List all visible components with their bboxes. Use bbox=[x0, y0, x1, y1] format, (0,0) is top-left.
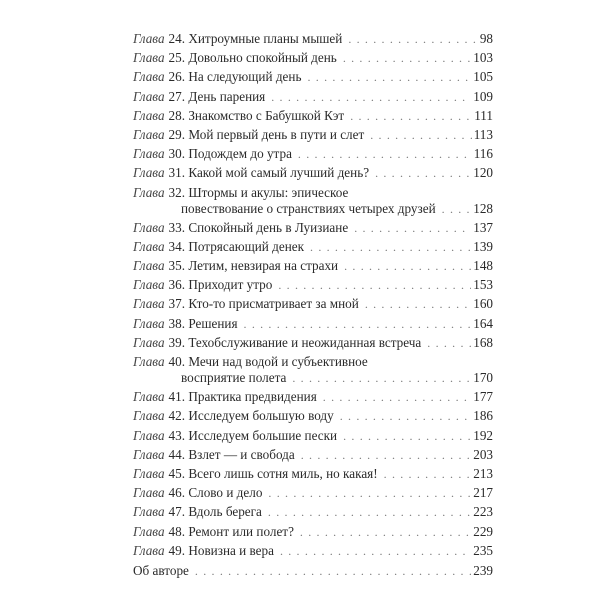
chapter-label: Глава bbox=[133, 334, 165, 350]
dot-leader bbox=[271, 89, 471, 105]
page-number: 239 bbox=[473, 562, 493, 578]
chapter-label: Глава bbox=[133, 354, 165, 369]
dot-leader bbox=[340, 408, 472, 424]
chapter-number: 27. bbox=[168, 88, 186, 104]
toc-entry[interactable] bbox=[133, 185, 493, 217]
chapter-number: 42. bbox=[168, 408, 186, 424]
chapter-title-continuation: восприятие полета bbox=[181, 370, 287, 385]
toc-entry-line bbox=[133, 69, 493, 85]
dot-leader bbox=[343, 428, 471, 444]
chapter-title: Исследуем большие пески bbox=[188, 427, 338, 443]
page-number: 98 bbox=[479, 31, 493, 46]
toc-entry-line bbox=[133, 447, 493, 463]
toc-entry-line bbox=[133, 31, 493, 47]
chapter-title: Кто-то присматривает за мной bbox=[188, 296, 359, 312]
chapter-number: 33. bbox=[168, 219, 186, 235]
chapter-title: Какой мой самый лучший день? bbox=[188, 165, 370, 181]
chapter-label: Глава bbox=[133, 184, 165, 200]
toc-entry[interactable] bbox=[133, 31, 493, 47]
chapter-number: 30. bbox=[168, 146, 186, 162]
toc-entry-line bbox=[133, 146, 493, 162]
dot-leader bbox=[280, 543, 471, 559]
chapter-label: Глава bbox=[133, 219, 165, 235]
chapter-title: На следующий день bbox=[188, 69, 302, 85]
page-number: 105 bbox=[473, 69, 493, 85]
table-of-contents bbox=[133, 31, 493, 582]
dot-leader bbox=[301, 447, 471, 463]
toc-entry-line bbox=[133, 563, 493, 579]
chapter-title: Новизна и вера bbox=[188, 542, 274, 558]
toc-entry[interactable] bbox=[133, 127, 493, 143]
chapter-title: Мой первый день в пути и слет bbox=[188, 126, 365, 142]
chapter-label: Глава bbox=[133, 504, 165, 520]
page-number: 111 bbox=[474, 107, 493, 123]
chapter-label: Глава bbox=[133, 523, 165, 539]
toc-entry[interactable] bbox=[133, 543, 493, 559]
toc-entry-line bbox=[133, 50, 493, 66]
toc-entry[interactable] bbox=[133, 296, 493, 312]
chapter-number: 43. bbox=[168, 427, 186, 443]
chapter-label: Глава bbox=[133, 465, 165, 481]
toc-entry[interactable] bbox=[133, 408, 493, 424]
toc-entry-line bbox=[133, 220, 493, 236]
dot-leader bbox=[370, 127, 471, 143]
dot-leader bbox=[244, 316, 472, 332]
chapter-title: Знакомство с Бабушкой Кэт bbox=[188, 107, 345, 123]
toc-entry[interactable] bbox=[133, 239, 493, 255]
toc-entry-line bbox=[133, 239, 493, 255]
toc-entry-line bbox=[133, 408, 493, 424]
toc-entry-line bbox=[133, 428, 493, 444]
about-author-title: Об авторе bbox=[133, 562, 189, 578]
chapter-title: Исследуем большую воду bbox=[188, 408, 334, 424]
chapter-number: 38. bbox=[168, 315, 186, 331]
chapter-title: Штормы и акулы: эпическое bbox=[188, 184, 349, 200]
dot-leader bbox=[427, 335, 471, 351]
toc-entry-line bbox=[133, 277, 493, 293]
page-number: 170 bbox=[473, 370, 493, 385]
toc-entry-line bbox=[133, 127, 493, 143]
page-number: 148 bbox=[473, 258, 493, 274]
chapter-label: Глава bbox=[133, 107, 165, 123]
toc-entry[interactable] bbox=[133, 354, 493, 386]
dot-leader bbox=[384, 466, 472, 482]
page-number: 116 bbox=[473, 146, 493, 162]
toc-entry-about-author[interactable] bbox=[133, 563, 493, 579]
chapter-title: Спокойный день в Луизиане bbox=[188, 219, 349, 235]
page-number: 137 bbox=[473, 219, 493, 235]
chapter-title: Приходит утро bbox=[188, 277, 273, 293]
chapter-label: Глава bbox=[133, 446, 165, 462]
chapter-label: Глава bbox=[133, 296, 165, 312]
chapter-label: Глава bbox=[133, 427, 165, 443]
chapter-title-continuation: повествование о странствиях четырех друзей bbox=[181, 200, 436, 216]
dot-leader bbox=[365, 296, 471, 312]
chapter-number: 26. bbox=[168, 69, 186, 85]
chapter-title: Мечи над водой и субъективное bbox=[188, 354, 368, 369]
dot-leader bbox=[310, 239, 471, 255]
page-number: 160 bbox=[473, 296, 493, 312]
dot-leader bbox=[268, 504, 471, 520]
chapter-number: 29. bbox=[168, 126, 186, 142]
page-number: 235 bbox=[473, 542, 493, 558]
toc-entry-line bbox=[133, 504, 493, 520]
chapter-title: Ремонт или полет? bbox=[188, 523, 294, 539]
toc-entry-line bbox=[133, 485, 493, 501]
toc-entry-continuation bbox=[133, 370, 493, 386]
toc-entry[interactable] bbox=[133, 89, 493, 105]
dot-leader bbox=[344, 258, 471, 274]
toc-entry[interactable] bbox=[133, 277, 493, 293]
chapter-label: Глава bbox=[133, 69, 165, 85]
toc-entry-first-line bbox=[133, 185, 493, 201]
toc-entry[interactable] bbox=[133, 428, 493, 444]
dot-leader bbox=[268, 485, 471, 501]
chapter-title: Взлет — и свобода bbox=[188, 446, 295, 462]
toc-entry-continuation bbox=[133, 201, 493, 217]
page-number: 164 bbox=[473, 315, 493, 331]
chapter-number: 32. bbox=[168, 184, 186, 200]
chapter-number: 39. bbox=[168, 334, 186, 350]
dot-leader bbox=[278, 277, 471, 293]
toc-entry-line bbox=[133, 89, 493, 105]
toc-entry-line bbox=[133, 543, 493, 559]
chapter-label: Глава bbox=[133, 126, 165, 142]
chapter-number: 46. bbox=[168, 485, 186, 501]
chapter-title: Хитроумные планы мышей bbox=[188, 31, 343, 46]
toc-entry[interactable] bbox=[133, 524, 493, 540]
dot-leader bbox=[195, 563, 471, 579]
toc-entry-line bbox=[133, 165, 493, 181]
page-number: 168 bbox=[473, 334, 493, 350]
page-number: 186 bbox=[473, 408, 493, 424]
toc-entry[interactable] bbox=[133, 447, 493, 463]
toc-entry-line bbox=[133, 389, 493, 405]
page-number: 213 bbox=[473, 465, 493, 481]
toc-entry[interactable] bbox=[133, 165, 493, 181]
toc-entry[interactable] bbox=[133, 50, 493, 66]
toc-entry-first-line bbox=[133, 354, 493, 370]
chapter-number: 40. bbox=[168, 354, 186, 369]
toc-entry[interactable] bbox=[133, 335, 493, 351]
chapter-label: Глава bbox=[133, 408, 165, 424]
toc-entry-line bbox=[133, 335, 493, 351]
chapter-number: 28. bbox=[168, 107, 186, 123]
page-number: 192 bbox=[473, 427, 493, 443]
chapter-number: 48. bbox=[168, 523, 186, 539]
chapter-label: Глава bbox=[133, 31, 165, 46]
chapter-number: 35. bbox=[168, 258, 186, 274]
toc-entry-line bbox=[133, 108, 493, 124]
chapter-label: Глава bbox=[133, 146, 165, 162]
dot-leader bbox=[300, 524, 471, 540]
dot-leader bbox=[375, 165, 471, 181]
chapter-number: 34. bbox=[168, 238, 186, 254]
chapter-number: 44. bbox=[168, 446, 186, 462]
toc-entry[interactable] bbox=[133, 146, 493, 162]
toc-entry-line bbox=[133, 316, 493, 332]
dot-leader bbox=[354, 220, 471, 236]
chapter-label: Глава bbox=[133, 542, 165, 558]
chapter-number: 45. bbox=[168, 465, 186, 481]
toc-entry[interactable] bbox=[133, 466, 493, 482]
page-number: 120 bbox=[473, 165, 493, 181]
dot-leader bbox=[307, 69, 471, 85]
chapter-number: 49. bbox=[168, 542, 186, 558]
toc-entry[interactable] bbox=[133, 485, 493, 501]
dot-leader bbox=[343, 50, 471, 66]
dot-leader bbox=[348, 31, 477, 47]
toc-entry[interactable] bbox=[133, 504, 493, 520]
chapter-title: Довольно спокойный день bbox=[188, 50, 337, 66]
chapter-number: 36. bbox=[168, 277, 186, 293]
chapter-label: Глава bbox=[133, 88, 165, 104]
chapter-label: Глава bbox=[133, 165, 165, 181]
chapter-title: Вдоль берега bbox=[188, 504, 262, 520]
chapter-label: Глава bbox=[133, 277, 165, 293]
chapter-title: Практика предвидения bbox=[188, 389, 317, 405]
page-number: 103 bbox=[473, 50, 493, 66]
toc-entry-line bbox=[133, 466, 493, 482]
page-number: 223 bbox=[473, 504, 493, 520]
toc-entry[interactable] bbox=[133, 108, 493, 124]
dot-leader bbox=[292, 370, 471, 386]
chapter-label: Глава bbox=[133, 238, 165, 254]
chapter-title: Потрясающий денек bbox=[188, 238, 305, 254]
chapter-number: 37. bbox=[168, 296, 186, 312]
toc-entry-line bbox=[133, 524, 493, 540]
chapter-title: Техобслуживание и неожиданная встреча bbox=[188, 334, 422, 350]
chapter-number: 31. bbox=[168, 165, 186, 181]
toc-entry[interactable] bbox=[133, 258, 493, 274]
toc-entry[interactable] bbox=[133, 220, 493, 236]
toc-entry-line bbox=[133, 296, 493, 312]
chapter-number: 41. bbox=[168, 389, 186, 405]
chapter-label: Глава bbox=[133, 389, 165, 405]
toc-entry-line bbox=[133, 258, 493, 274]
chapter-title: Летим, невзирая на страхи bbox=[188, 258, 339, 274]
chapter-title: Подождем до утра bbox=[188, 146, 292, 162]
toc-entry[interactable] bbox=[133, 316, 493, 332]
chapter-label: Глава bbox=[133, 315, 165, 331]
page-number: 153 bbox=[473, 277, 493, 293]
page-number: 229 bbox=[473, 523, 493, 539]
toc-entry[interactable] bbox=[133, 389, 493, 405]
chapter-title: День парения bbox=[188, 88, 266, 104]
page-number: 177 bbox=[473, 389, 493, 405]
chapter-title: Слово и дело bbox=[188, 485, 263, 501]
dot-leader bbox=[442, 201, 472, 217]
chapter-number: 24. bbox=[168, 31, 186, 46]
chapter-number: 47. bbox=[168, 504, 186, 520]
toc-entry[interactable] bbox=[133, 69, 493, 85]
chapter-label: Глава bbox=[133, 258, 165, 274]
page-number: 113 bbox=[473, 126, 493, 142]
chapter-label: Глава bbox=[133, 485, 165, 501]
page-number: 139 bbox=[473, 238, 493, 254]
dot-leader bbox=[350, 108, 472, 124]
page-number: 109 bbox=[473, 88, 493, 104]
chapter-label: Глава bbox=[133, 50, 165, 66]
page-number: 203 bbox=[473, 446, 493, 462]
chapter-title: Всего лишь сотня миль, но какая! bbox=[188, 465, 378, 481]
chapter-title: Решения bbox=[188, 315, 238, 331]
dot-leader bbox=[298, 146, 472, 162]
chapter-number: 25. bbox=[168, 50, 186, 66]
dot-leader bbox=[323, 389, 471, 405]
page-number: 128 bbox=[473, 200, 493, 216]
page-number: 217 bbox=[473, 485, 493, 501]
